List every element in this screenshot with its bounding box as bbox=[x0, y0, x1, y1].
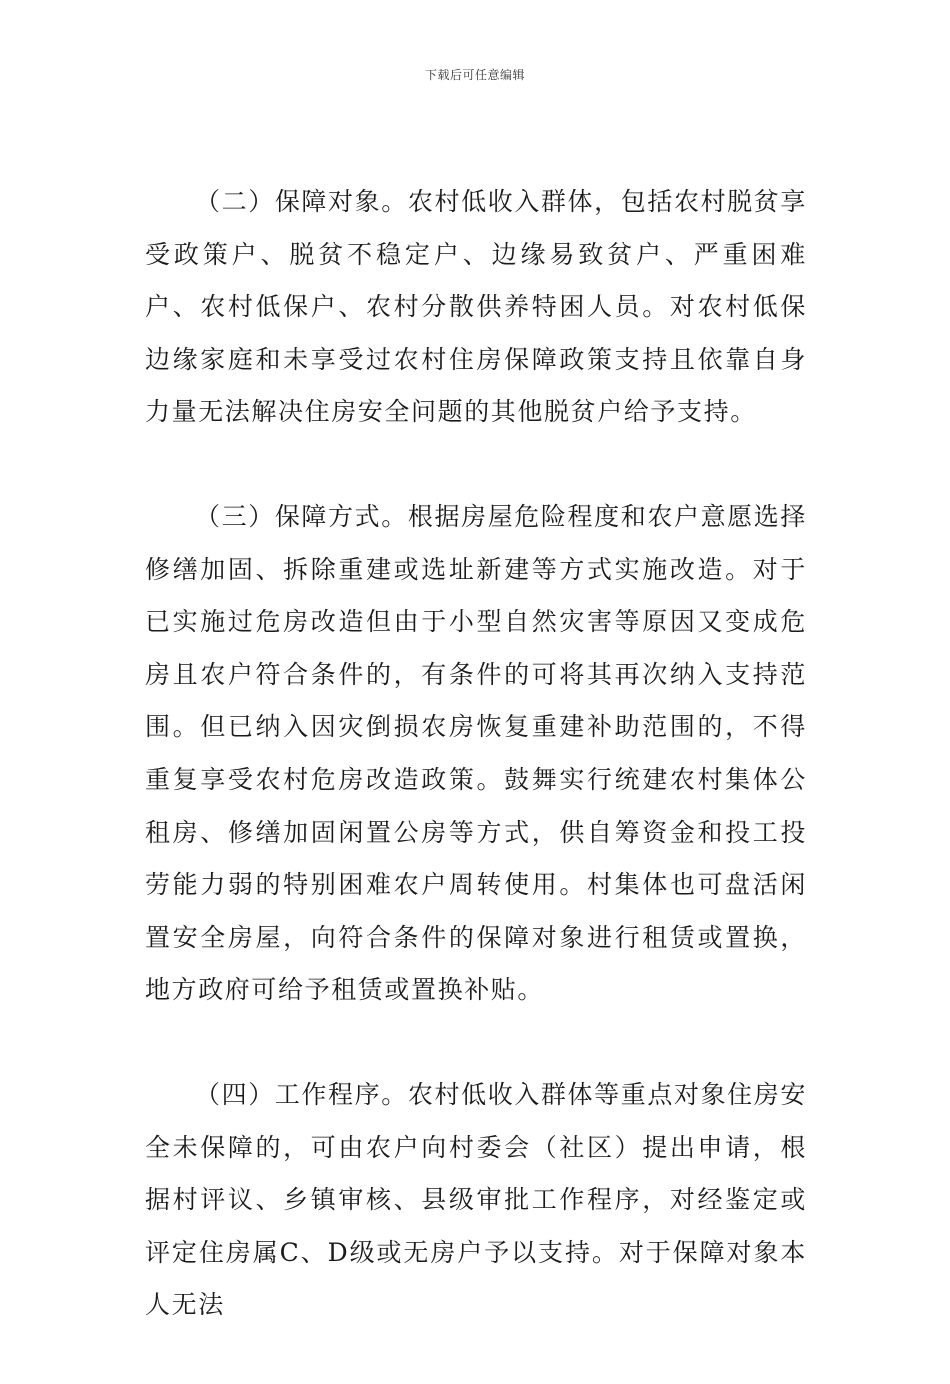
page-header: 下载后可任意编辑 bbox=[424, 68, 525, 82]
paragraph-work-procedure: （四）工作程序。农村低收入群体等重点对象住房安全未保障的，可由农户向村委会（社区）提出申请，根据村评议、乡镇审核、县级审批工作程序，对经鉴定或评定住房属C、D级或无房户予以支持。对于保障对象本人无法 bbox=[145, 1079, 807, 1320]
paragraph-protection-methods: （三）保障方式。根据房屋危险程度和农户意愿选择修缮加固、拆除重建或选址新建等方式实施改造。对于已实施过危房改造但由于小型自然灾害等原因又变成危房且农户符合条件的，有条件的可将其再次纳入支持范围。但已纳入因灾倒损农房恢复重建补助范围的，不得重复享受农村危房改造政策。鼓舞实行统建农村集体公租房、修缮加固闲置公房等方式，供自筹资金和投工投劳能力弱的特别困难农户周转使用。村集体也可盘活闲置安全房屋，向符合条件的保障对象进行租赁或置换，地方政府可给予租赁或置换补贴。 bbox=[145, 501, 807, 1005]
document-body bbox=[145, 176, 807, 1384]
paragraph-protection-targets: （二）保障对象。农村低收入群体，包括农村脱贫享受政策户、脱贫不稳定户、边缘易致贫户、严重困难户、农村低保户、农村分散供养特困人员。对农村低保边缘家庭和未享受过农村住房保障政策支持且依靠自身力量无法解决住房安全问题的其他脱贫户给予支持。 bbox=[145, 187, 807, 427]
